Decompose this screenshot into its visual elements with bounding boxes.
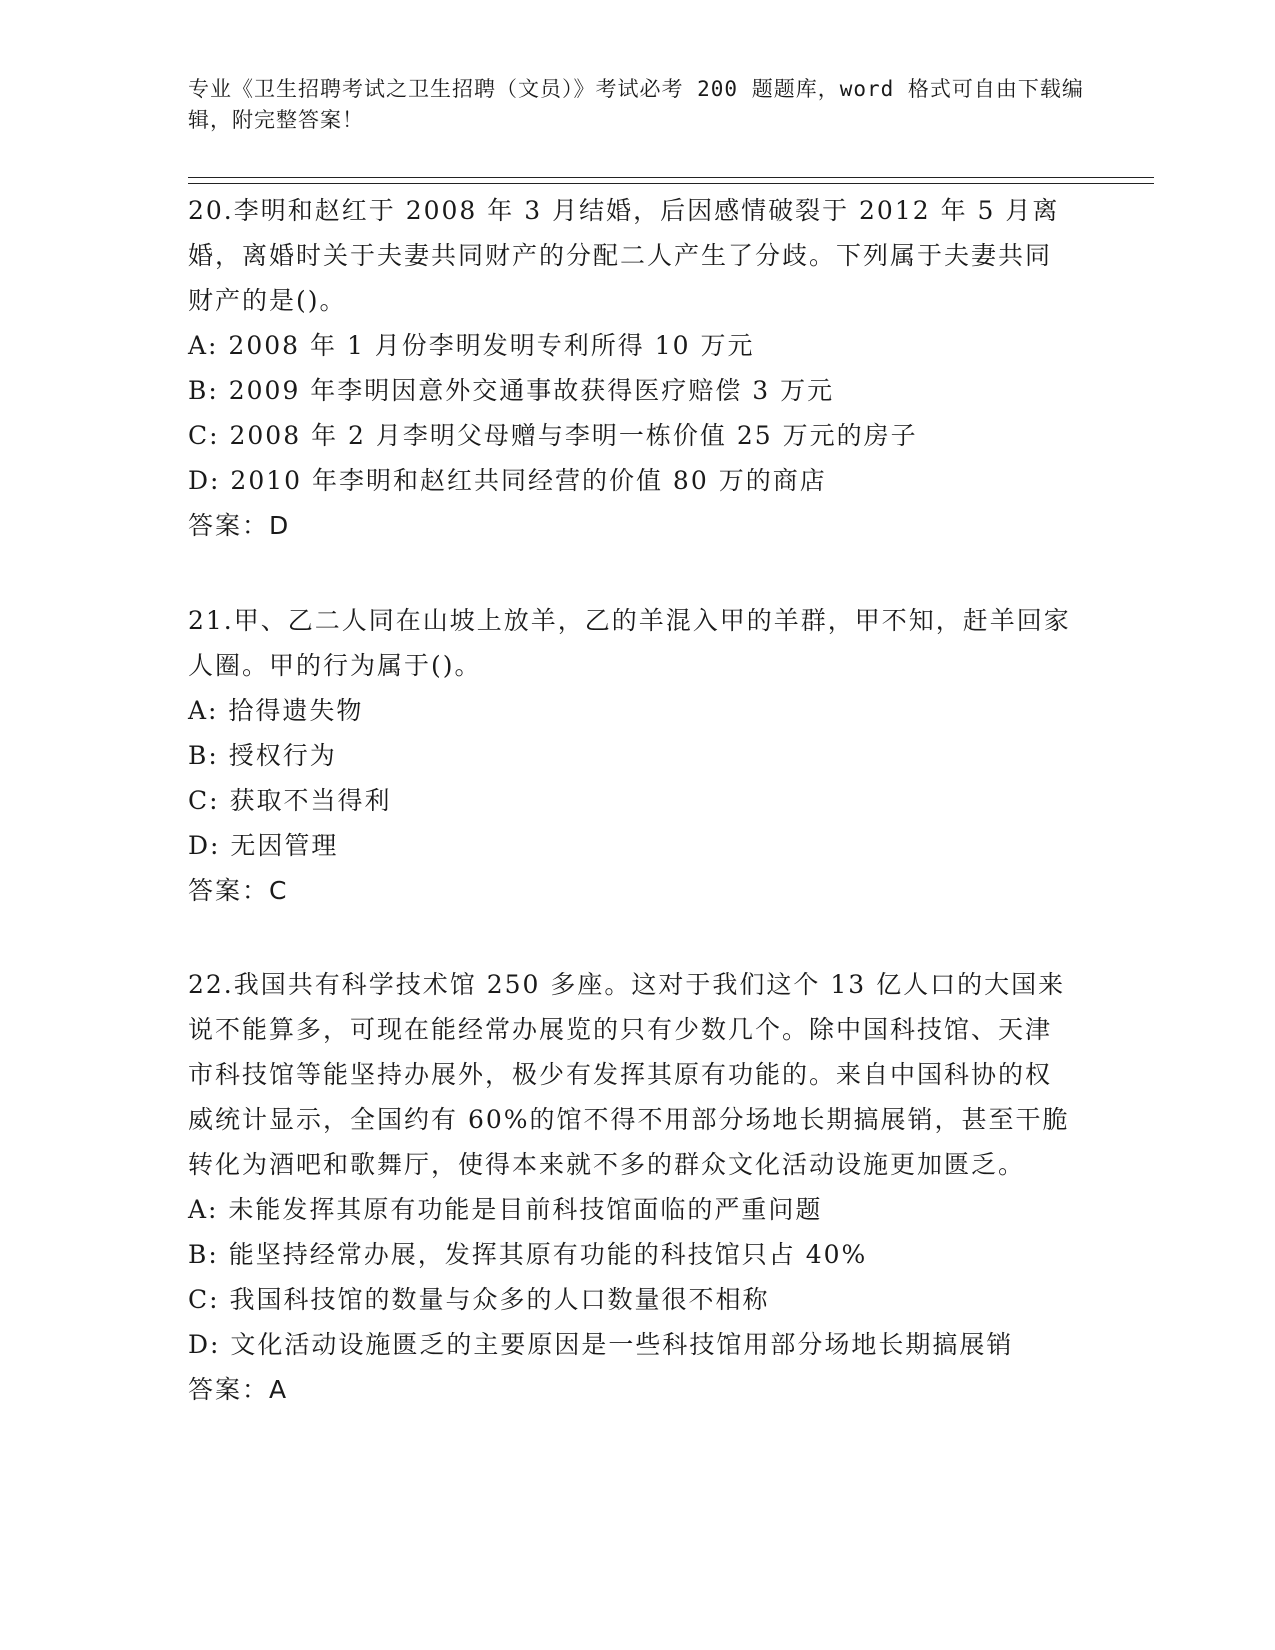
question-22 bbox=[188, 962, 1078, 1412]
document-header: 专业《卫生招聘考试之卫生招聘（文员）》考试必考 200 题题库，word 格式可自由下载编辑，附完整答案！ bbox=[188, 77, 1084, 132]
option-d: D: 无因管理 bbox=[188, 831, 339, 860]
header-divider-bottom bbox=[188, 183, 1154, 184]
question-21 bbox=[188, 598, 1078, 913]
option-c: C: 我国科技馆的数量与众多的人口数量很不相称 bbox=[188, 1285, 770, 1314]
option-c: C: 获取不当得利 bbox=[188, 786, 392, 815]
question-stem: 21.甲、乙二人同在山坡上放羊，乙的羊混入甲的羊群，甲不知，赶羊回家人圈。甲的行为属于()。 bbox=[188, 606, 1071, 680]
header-divider-top bbox=[188, 177, 1154, 178]
question-20 bbox=[188, 188, 1078, 548]
option-d: D: 文化活动设施匮乏的主要原因是一些科技馆用部分场地长期搞展销 bbox=[188, 1330, 1014, 1359]
option-a: A: 未能发挥其原有功能是目前科技馆面临的严重问题 bbox=[188, 1195, 823, 1224]
option-c: C: 2008 年 2 月李明父母赠与李明一栋价值 25 万元的房子 bbox=[188, 421, 918, 450]
question-stem: 20.李明和赵红于 2008 年 3 月结婚，后因感情破裂于 2012 年 5 月离婚，离婚时关于夫妻共同财产的分配二人产生了分歧。下列属于夫妻共同财产的是()。 bbox=[188, 196, 1060, 315]
answer-line: 答案：C bbox=[188, 876, 289, 905]
answer-line: 答案：D bbox=[188, 511, 291, 540]
option-b: B: 授权行为 bbox=[188, 741, 337, 770]
option-a: A: 2008 年 1 月份李明发明专利所得 10 万元 bbox=[188, 331, 755, 360]
option-b: B: 能坚持经常办展，发挥其原有功能的科技馆只占 40% bbox=[188, 1240, 868, 1269]
option-b: B: 2009 年李明因意外交通事故获得医疗赔偿 3 万元 bbox=[188, 376, 835, 405]
question-stem: 22.我国共有科学技术馆 250 多座。这对于我们这个 13 亿人口的大国来说不能算多，可现在能经常办展览的只有少数几个。除中国科技馆、天津市科技馆等能坚持办展外，极少有发挥其原有功能的。来自中国科协的权威统计显示，全国约有 60%的馆不得不用部分场地长期搞展销，甚至干脆转化为酒吧和歌舞厅，使得本来就不多的群众文化活动设施更加匮乏。 bbox=[188, 970, 1070, 1179]
option-d: D: 2010 年李明和赵红共同经营的价值 80 万的商店 bbox=[188, 466, 827, 495]
answer-line: 答案：A bbox=[188, 1375, 289, 1404]
option-a: A: 拾得遗失物 bbox=[188, 696, 364, 725]
